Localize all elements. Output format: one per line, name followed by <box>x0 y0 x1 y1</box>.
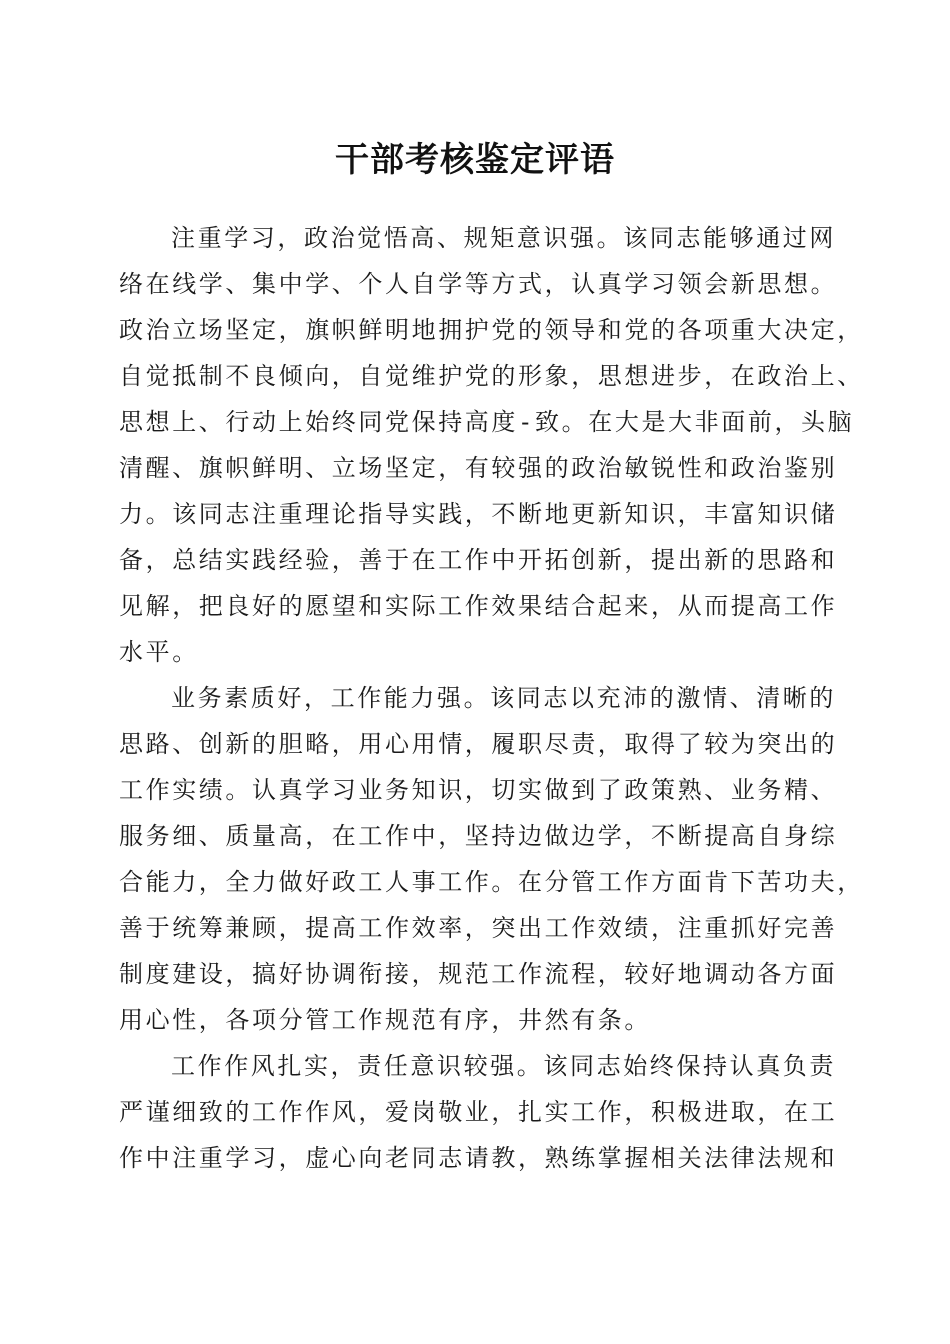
paragraph-3-line-3: 作中注重学习，虚心向老同志请教，熟练掌握相关法律法规和 <box>119 1144 838 1172</box>
paragraph-1-line-8: 备，总结实践经验，善于在工作中开拓创新，提出新的思路和 <box>119 546 838 574</box>
paragraph-1-line-2: 络在线学、集中学、个人自学等方式，认真学习领会新思想。 <box>119 270 838 298</box>
paragraph-2-line-7: 制度建设，搞好协调衔接，规范工作流程，较好地调动各方面 <box>119 960 838 988</box>
paragraph-3-line-1: 工作作风扎实，责任意识较强。该同志始终保持认真负责 <box>171 1052 836 1080</box>
paragraph-2-line-3: 工作实绩。认真学习业务知识，切实做到了政策熟、业务精、 <box>119 776 838 804</box>
paragraph-1-line-6: 清醒、旗帜鲜明、立场坚定，有较强的政治敏锐性和政治鉴别 <box>119 454 838 482</box>
paragraph-1-line-3: 政治立场坚定，旗帜鲜明地拥护党的领导和党的各项重大决定， <box>119 316 864 344</box>
paragraph-1-line-5: 思想上、行动上始终同党保持高度-致。在大是大非面前，头脑 <box>119 408 855 436</box>
paragraph-2-line-8: 用心性，各项分管工作规范有序，井然有条。 <box>119 1006 651 1034</box>
document-title: 干部考核鉴定评语 <box>335 140 615 180</box>
paragraph-1-line-7: 力。该同志注重理论指导实践，不断地更新知识，丰富知识储 <box>119 500 838 528</box>
paragraph-1-line-4: 自觉抵制不良倾向，自觉维护党的形象，思想进步，在政治上、 <box>119 362 864 390</box>
paragraph-3-line-2: 严谨细致的工作作风，爱岗敬业，扎实工作，积极进取，在工 <box>119 1098 838 1126</box>
paragraph-1-line-10: 水平。 <box>119 638 199 666</box>
paragraph-2-line-5: 合能力，全力做好政工人事工作。在分管工作方面肯下苦功夫， <box>119 868 864 896</box>
paragraph-1-line-9: 见解，把良好的愿望和实际工作效果结合起来，从而提高工作 <box>119 592 838 620</box>
paragraph-2-line-2: 思路、创新的胆略，用心用情，履职尽责，取得了较为突出的 <box>119 730 838 758</box>
paragraph-2-line-4: 服务细、质量高，在工作中，坚持边做边学，不断提高自身综 <box>119 822 838 850</box>
paragraph-2-line-6: 善于统筹兼顾，提高工作效率，突出工作效绩，注重抓好完善 <box>119 914 838 942</box>
paragraph-1-line-1: 注重学习，政治觉悟高、规矩意识强。该同志能够通过网 <box>171 224 836 252</box>
paragraph-2-line-1: 业务素质好，工作能力强。该同志以充沛的激情、清晰的 <box>171 684 836 712</box>
